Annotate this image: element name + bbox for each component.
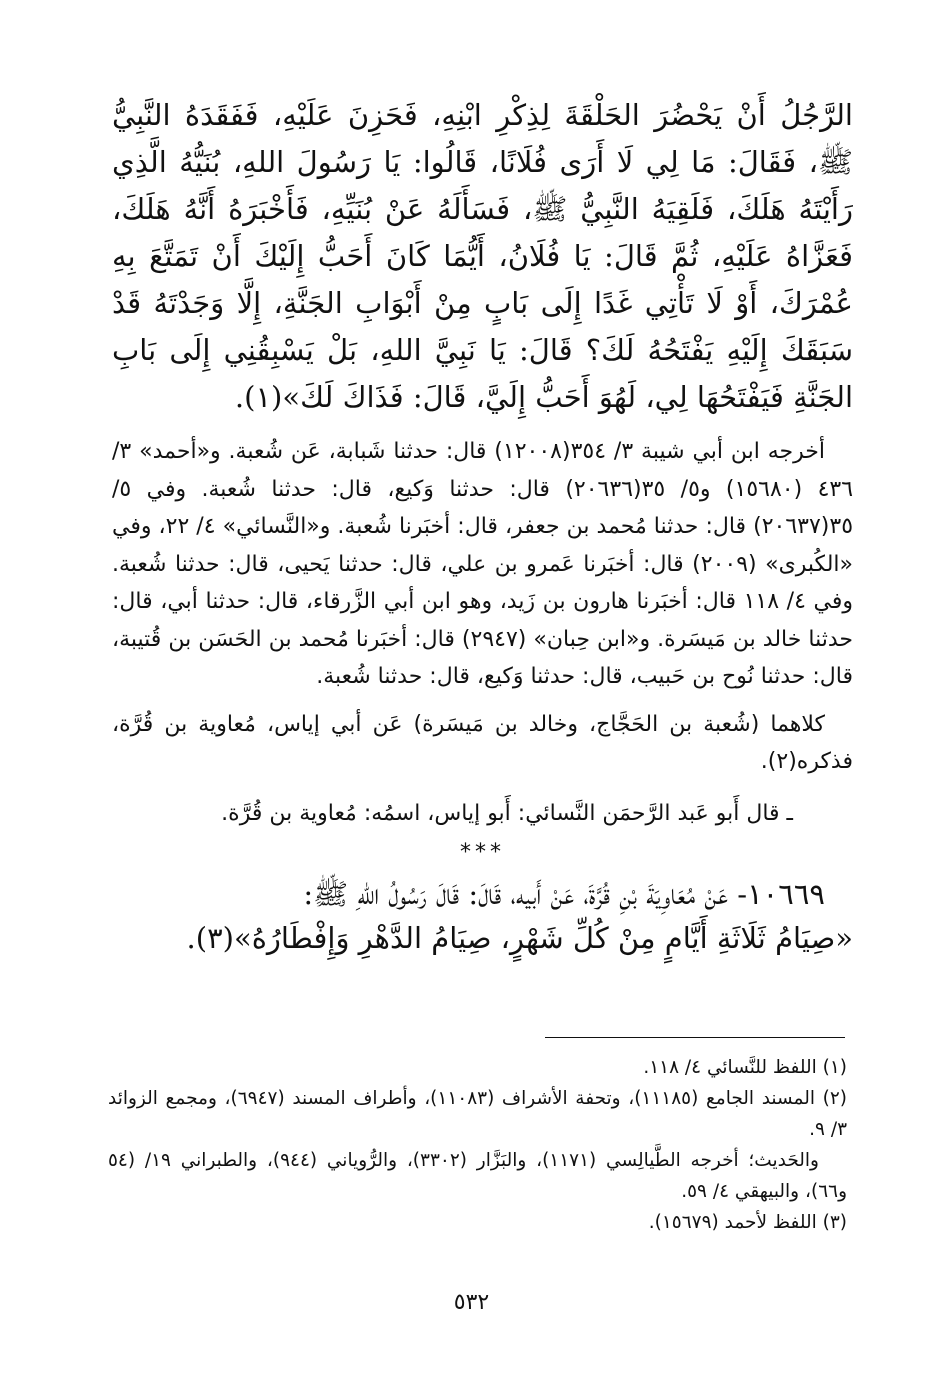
footnote-2: (٢) المسند الجامع (١١١٨٥)، وتحفة الأشراف (١١٠٨٣)، وأطراف المسند (٦٩٤٧)، ومجمع الزوائد ٣/ ٩. bbox=[108, 1088, 847, 1140]
hadith-10669 bbox=[112, 872, 853, 960]
hadith-text: الرَّجُلُ أَنْ يَحْضُرَ الحَلْقَةَ لِذِكْرِ ابْنِهِ، فَحَزِنَ عَلَيْهِ، فَفَقَدَهُ النَّبِيُّ ﷺ، فَقَالَ: مَا لِي لَا أَرَى فُلَانًا، قَالُوا: يَا رَسُولَ اللهِ، بُنَيُّهُ الَّذِي رَأَيْتَهُ هَلَكَ، فَلَقِيَهُ النَّبِيُّ ﷺ، فَسَأَلَهُ عَنْ بُنَيِّهِ، فَأَخْبَرَهُ أَنَّهُ هَلَكَ، فَعَزَّاهُ عَلَيْهِ، ثُمَّ قَالَ: يَا فُلَانُ، أَيُّمَا كَانَ أَحَبُّ إِلَيْكَ أَنْ تَمَتَّعَ بِهِ عُمْرَكَ، أَوْ لَا تَأْتِي غَدًا إِلَى بَابٍ مِنْ أَبْوَابِ الجَنَّةِ، إِلَّا وَجَدْتَهُ قَدْ سَبَقَكَ إِلَيْهِ يَفْتَحُهُ لَكَ؟ قَالَ: يَا نَبِيَّ اللهِ، بَلْ يَسْبِقُنِي إِلَى بَابِ الجَنَّةِ فَيَفْتَحُهَا لِي، لَهُوَ أَحَبُّ إِلَيَّ، قَالَ: فَذَاكَ لَكَ»(١). bbox=[112, 98, 853, 414]
footnote-1: (١) اللفظ للنَّسائي ٤/ ١١٨. bbox=[643, 1057, 847, 1078]
chain-summary-paragraph: كلاهما (شُعبة بن الحَجَّاج، وخالد بن مَيسَرة) عَن أبي إياس، مُعاوية بن قُرَّة، فذكره(٢). bbox=[112, 711, 853, 774]
footnotes bbox=[108, 1052, 847, 1238]
footnote-2-continuation: والحَديث؛ أخرجه الطَّيالِسي (١١٧١)، والبَزَّار (٣٣٠٢)، والرُّوياني (٩٤٤)، والطبراني ١٩/ (٥٤ و٦٦)، والبيهقي ٤/ ٥٩. bbox=[108, 1150, 847, 1202]
takhrij-paragraph: أخرجه ابن أبي شيبة ٣/ ٣٥٤(١٢٠٠٨) قال: حدثنا شَبابة، عَن شُعبة. و«أحمد» ٣/ ٤٣٦ (١٥٦٨٠) و٥/ ٣٥(٢٠٦٣٦) قال: حدثنا وَكيع، قال: حدثنا شُعبة. وفي ٥/ ٣٥(٢٠٦٣٧) قال: حدثنا مُحمد بن جعفر، قال: أخبَرنا شُعبة. و«النَّسائي» ٤/ ٢٢، وفي «الكُبرى» (٢٠٠٩) قال: أخبَرنا عَمرو بن علي، قال: حدثنا يَحيى، قال: حدثنا شُعبة. وفي ٤/ ١١٨ قال: أخبَرنا هارون بن زَيد، وهو ابن أبي الزَّرقاء، قال: حدثنا أبي، قال: حدثنا خالد بن مَيسَرة. و«ابن حِبان» (٢٩٤٧) قال: أخبَرنا مُحمد بن الحَسَن بن قُتيبة، قال: حدثنا نُوح بن حَبيب، قال: حدثنا وَكيع، قال: حدثنا شُعبة. bbox=[112, 439, 854, 689]
hadith-10669-line-2: «صِيَامُ ثَلَاثَةِ أَيَّامٍ مِنْ كُلِّ شَهْرٍ، صِيَامُ الدَّهْرِ وَإِفْطَارُهُ»(٣). bbox=[186, 920, 853, 955]
hadith-10669-line-1: ١٠٦٦٩- عَنْ مُعَاوِيَةَ بْنِ قُرَّةَ، عَنْ أَبيه، قَالَ: قَالَ رَسُولُ اللهِ ﷺ: bbox=[303, 876, 825, 911]
footnote-divider bbox=[545, 1037, 845, 1038]
section-separator: *** bbox=[460, 839, 505, 865]
nasai-comment: ـ قال أَبو عَبد الرَّحمَن النَّسائي: أَبو إياس، اسمُه: مُعاوية بن قُرَّة. bbox=[221, 800, 793, 826]
page-number: ٥٣٢ bbox=[453, 1290, 490, 1315]
main-text-block bbox=[112, 92, 853, 960]
footnote-3: (٣) اللفظ لأحمد (١٥٦٧٩). bbox=[648, 1212, 847, 1233]
